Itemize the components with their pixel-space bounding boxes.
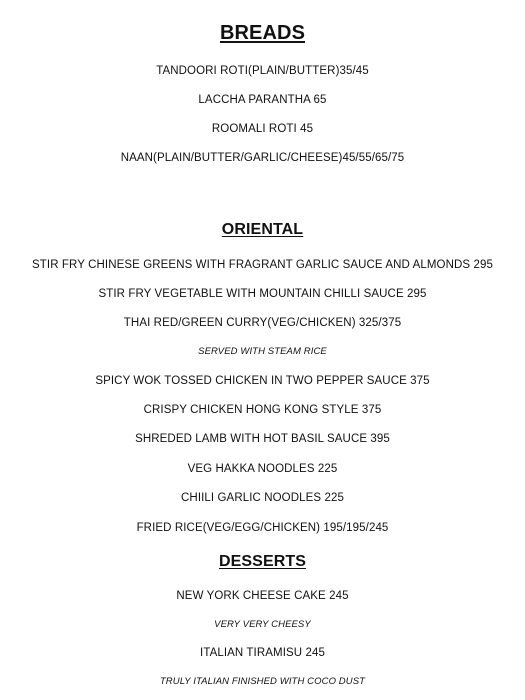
menu-item-garlic-noodles: CHIILI GARLIC NOODLES 225 bbox=[181, 492, 344, 504]
menu-item-crispy-chicken: CRISPY CHICKEN HONG KONG STYLE 375 bbox=[143, 404, 382, 416]
menu-note-cheesy: VERY VERY CHEESY bbox=[214, 619, 311, 630]
menu-item-chinese-greens: STIR FRY CHINESE GREENS WITH FRAGRANT GARLIC SAUCE AND ALMONDS 295 bbox=[32, 259, 493, 271]
menu-item-roomali-roti: ROOMALI ROTI 45 bbox=[211, 123, 314, 135]
desserts-heading: DESSERTS bbox=[218, 553, 307, 570]
oriental-heading: ORIENTAL bbox=[221, 221, 304, 238]
menu-item-fried-rice: FRIED RICE(VEG/EGG/CHICKEN) 195/195/245 bbox=[136, 522, 389, 534]
menu-item-cheese-cake: NEW YORK CHEESE CAKE 245 bbox=[176, 590, 349, 602]
menu-item-tiramisu: ITALIAN TIRAMISU 245 bbox=[200, 647, 325, 659]
menu-item-thai-curry: THAI RED/GREEN CURRY(VEG/CHICKEN) 325/375 bbox=[123, 317, 402, 329]
menu-item-shreded-lamb: SHREDED LAMB WITH HOT BASIL SAUCE 395 bbox=[135, 433, 390, 445]
menu-item-tandoori-roti: TANDOORI ROTI(PLAIN/BUTTER)35/45 bbox=[156, 65, 369, 77]
menu-note-coco-dust: TRULY ITALIAN FINISHED WITH COCO DUST bbox=[159, 676, 366, 687]
menu-item-hakka-noodles: VEG HAKKA NOODLES 225 bbox=[187, 463, 338, 475]
menu-note-steam-rice: SERVED WITH STEAM RICE bbox=[198, 346, 327, 357]
menu-item-stir-fry-vegetable: STIR FRY VEGETABLE WITH MOUNTAIN CHILLI SAUCE 295 bbox=[98, 288, 427, 300]
menu-item-wok-chicken: SPICY WOK TOSSED CHICKEN IN TWO PEPPER SAUCE 375 bbox=[95, 375, 430, 387]
breads-heading: BREADS bbox=[219, 22, 306, 44]
menu-item-laccha-parantha: LACCHA PARANTHA 65 bbox=[198, 94, 327, 106]
menu-item-naan: NAAN(PLAIN/BUTTER/GARLIC/CHEESE)45/55/65/75 bbox=[120, 152, 405, 164]
